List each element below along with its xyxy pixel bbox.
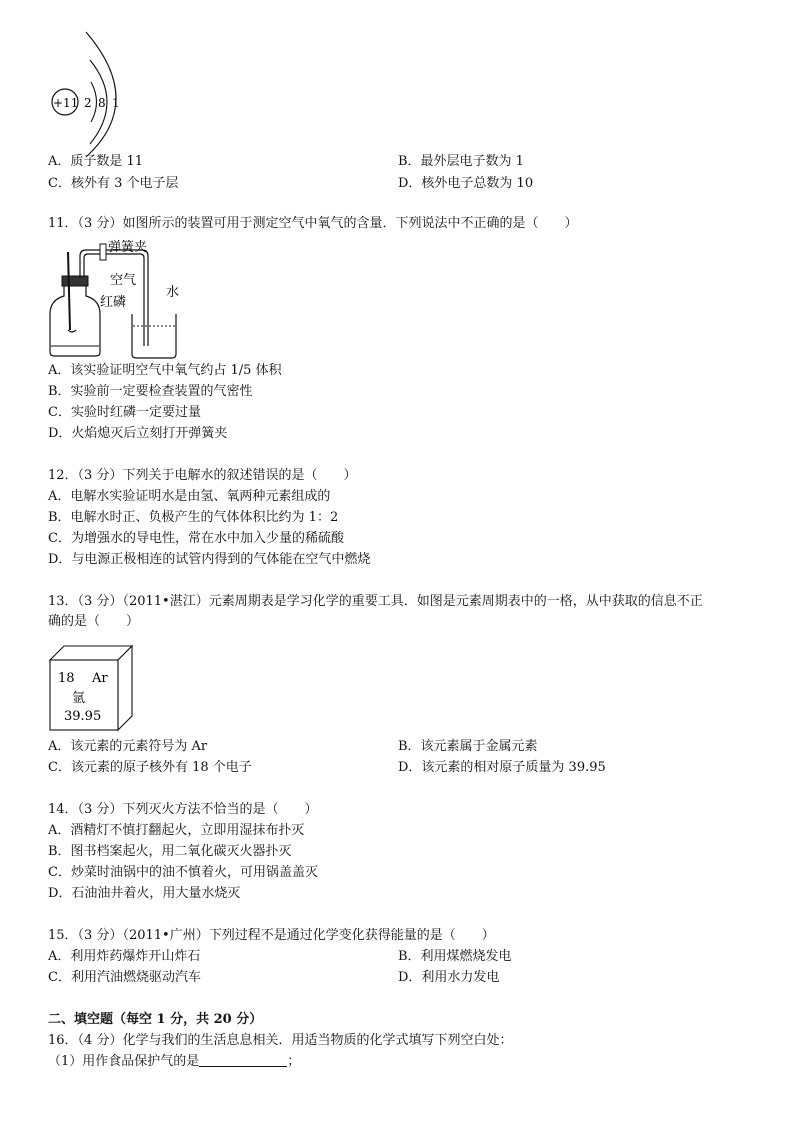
q13-option-b: B．该元素属于金属元素 xyxy=(398,739,538,754)
q15-stem: 15．（3 分）（2011•广州）下列过程不是通过化学变化获得能量的是（ ） xyxy=(48,928,495,943)
element-name: 氩 xyxy=(72,691,86,706)
element-mass: 39.95 xyxy=(64,709,102,724)
section-2-heading: 二、填空题（每空 1 分，共 20 分） xyxy=(48,1012,263,1027)
q11-option-d: D．火焰熄灭后立刻打开弹簧夹 xyxy=(48,426,228,441)
spring-clip xyxy=(100,244,106,260)
q15-option-b: B．利用煤燃烧发电 xyxy=(398,949,512,964)
q13-option-a: A．该元素的元素符号为 Ar xyxy=(48,739,208,754)
q10-option-c: C．核外有 3 个电子层 xyxy=(48,176,179,191)
q10-option-b: B．最外层电子数为 1 xyxy=(398,154,524,169)
q10-option-a: A．质子数是 11 xyxy=(48,154,144,169)
shell-1-count: 2 xyxy=(84,96,92,110)
beaker xyxy=(132,314,176,358)
label-water: 水 xyxy=(166,285,180,300)
element-number: 18 xyxy=(58,671,75,686)
q13-stem-line1: 13．（3 分）（2011•湛江）元素周期表是学习化学的重要工具．如图是元素周期表中的一格，从中获取的信息不正 xyxy=(48,594,703,609)
ignition-rod xyxy=(68,252,70,330)
q14-option-c: C．炒菜时油锅中的油不慎着火，可用锅盖盖灭 xyxy=(48,865,318,880)
shell-arc-3 xyxy=(86,32,116,157)
q11-stem: 11．（3 分）如图所示的装置可用于测定空气中氧气的含量．下列说法中不正确的是（ ） xyxy=(48,216,578,231)
spoon xyxy=(68,330,76,332)
oxygen-apparatus-figure xyxy=(44,234,194,360)
q16-stem: 16．（4 分）化学与我们的生活息息相关．用适当物质的化学式填写下列空白处： xyxy=(48,1033,513,1048)
atom-structure-diagram xyxy=(46,22,146,162)
q12-option-b: B．电解水时正、负极产生的气体体积比约为 1：2 xyxy=(48,510,339,525)
q16-sub1-blank[interactable] xyxy=(199,1054,287,1067)
q15-option-d: D．利用水力发电 xyxy=(398,970,500,985)
q12-option-d: D．与电源正极相连的试管内得到的气体能在空气中燃烧 xyxy=(48,552,371,567)
element-card-figure xyxy=(46,644,138,734)
card-side-face xyxy=(118,646,132,730)
q16-sub1-suffix: ； xyxy=(287,1054,301,1069)
nucleus-label: +11 xyxy=(53,96,79,110)
q14-option-a: A．酒精灯不慎打翻起火，立即用湿抹布扑灭 xyxy=(48,823,305,838)
label-clip: 弹簧夹 xyxy=(108,240,148,255)
label-air: 空气 xyxy=(110,273,137,288)
q13-option-c: C．该元素的原子核外有 18 个电子 xyxy=(48,760,252,775)
q12-option-a: A．电解水实验证明水是由氢、氧两种元素组成的 xyxy=(48,489,331,504)
q16-sub1-prefix: （1）用作食品保护气的是 xyxy=(48,1054,200,1069)
q16-sub1 xyxy=(48,1054,300,1070)
q11-option-b: B．实验前一定要检查装置的气密性 xyxy=(48,384,253,399)
q14-option-b: B．图书档案起火，用二氧化碳灭火器扑灭 xyxy=(48,844,292,859)
bottle-outline xyxy=(50,284,100,356)
q14-option-d: D．石油油井着火，用大量水烧灭 xyxy=(48,886,241,901)
q13-stem-line2: 确的是（ ） xyxy=(48,614,140,629)
q15-option-c: C．利用汽油燃烧驱动汽车 xyxy=(48,970,201,985)
q11-option-a: A．该实验证明空气中氧气约占 1/5 体积 xyxy=(48,363,282,378)
shell-2-count: 8 xyxy=(98,96,106,110)
q11-option-c: C．实验时红磷一定要过量 xyxy=(48,405,201,420)
q10-option-d: D．核外电子总数为 10 xyxy=(398,176,534,191)
q12-option-c: C．为增强水的导电性，常在水中加入少量的稀硫酸 xyxy=(48,531,344,546)
q14-stem: 14．（3 分）下列灭火方法不恰当的是（ ） xyxy=(48,802,318,817)
element-symbol: Ar xyxy=(92,671,108,686)
q15-option-a: A．利用炸药爆炸开山炸石 xyxy=(48,949,201,964)
shell-3-count: 1 xyxy=(112,96,120,110)
q13-option-d: D．该元素的相对原子质量为 39.95 xyxy=(398,760,606,775)
q12-stem: 12．（3 分）下列关于电解水的叙述错误的是（ ） xyxy=(48,468,357,483)
label-phosphorus: 红磷 xyxy=(100,295,127,310)
shell-arc-1 xyxy=(91,82,97,122)
